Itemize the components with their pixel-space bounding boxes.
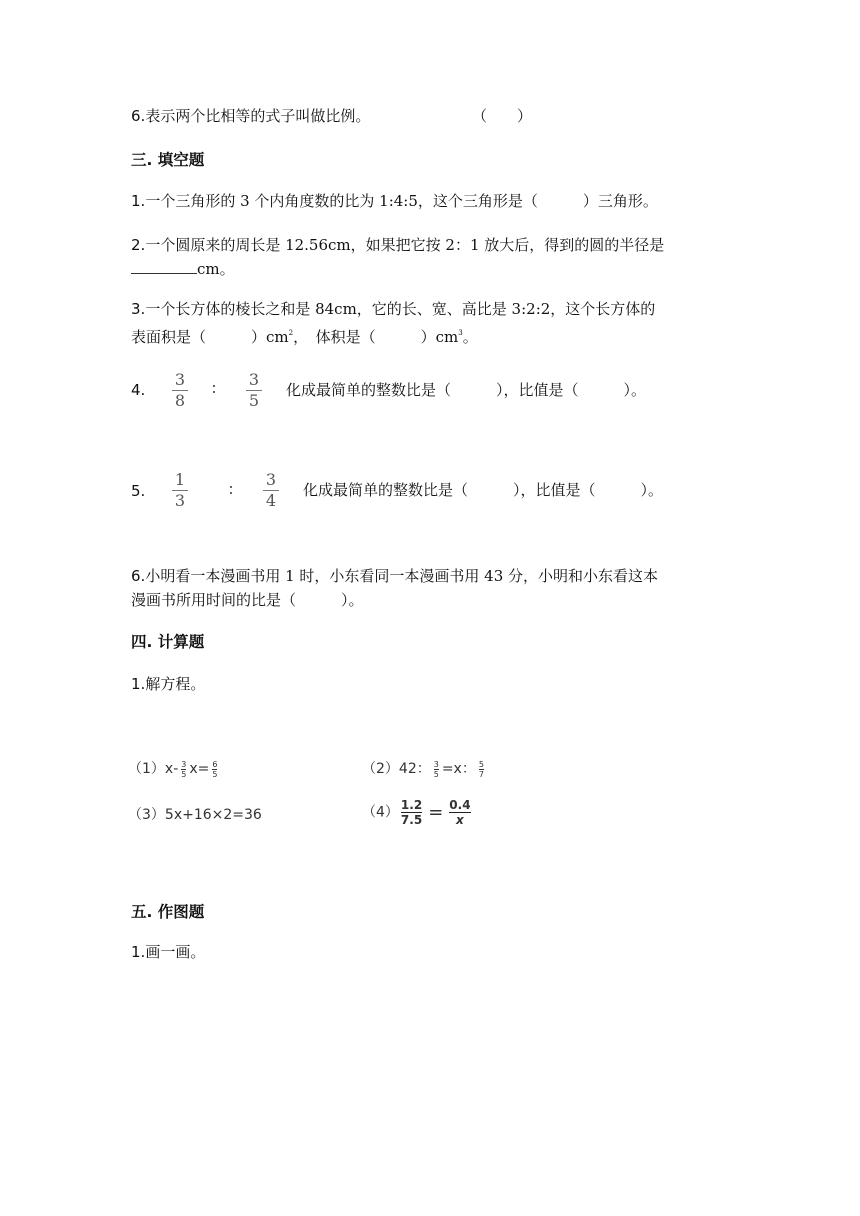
equation-2: （2）42： $\frac{3}{5} =x$： $\frac{5}{7}$ <box>362 759 484 779</box>
question-number: 6. <box>131 107 146 125</box>
fill-q3-line2 <box>131 321 478 349</box>
question-number: 2. <box>131 236 146 254</box>
surface-area-text: 表面积是（ ）cm <box>131 328 289 346</box>
section-heading-fill: 三. 填空题 <box>131 151 205 169</box>
answer-parentheses: （ ） <box>472 107 533 125</box>
ratio-colon: ∶ <box>229 481 233 499</box>
fill-q2-line1 <box>131 233 664 257</box>
question-number: 1. <box>131 943 146 961</box>
fraction-3-8: 3 8 <box>170 371 190 410</box>
question-text: 解方程。 <box>145 675 206 693</box>
equation-3: （3）5x+16×2=36 <box>128 807 262 823</box>
question-number: 3. <box>131 300 146 318</box>
question-number: 6. <box>131 567 146 585</box>
equation-1: $(1)x- \frac{3}{5} x= \frac{6}{5}$ <box>128 759 218 779</box>
question-text: 一个圆原来的周长是 12.56cm，如果把它按 2：1 放大后，得到的圆的半径是 <box>145 236 665 254</box>
question-text: 画一画。 <box>145 943 206 961</box>
volume-text: ， 体积是（ ）cm <box>293 328 459 346</box>
period: 。 <box>462 328 478 346</box>
fill-q2-line2 <box>131 257 235 281</box>
question-text: 化成最简单的整数比是（ ），比值是（ ）。 <box>286 381 647 399</box>
calc-q1 <box>131 672 205 696</box>
fill-q6-line1 <box>131 564 658 588</box>
ratio-colon: ∶ <box>212 380 216 398</box>
fill-q1 <box>131 189 658 213</box>
fraction-3-5: $\frac{3}{5}$ <box>181 759 187 779</box>
superscript-2: 2 <box>288 329 294 337</box>
fraction-1-3: 1 3 <box>170 471 190 510</box>
answer-blank <box>131 259 197 274</box>
question-text: 一个长方体的棱长之和是 84cm，它的长、宽、高比是 3:2:2，这个长方体的 <box>145 300 656 318</box>
fraction-3-4: 3 4 <box>261 471 281 510</box>
question-number: 4. <box>131 381 146 399</box>
question-number: 1. <box>131 675 146 693</box>
fraction-5-7: $\frac{5}{7}$ <box>478 759 484 779</box>
question-number: 1. <box>131 192 146 210</box>
question-text: 小明看一本漫画书用 1 时，小东看同一本漫画书用 43 分，小明和小东看这本 <box>145 567 659 585</box>
section-heading-draw: 五. 作图题 <box>131 903 205 921</box>
question-text: 表示两个比相等的式子叫做比例。 <box>145 107 371 125</box>
question-text: 化成最简单的整数比是（ ），比值是（ ）。 <box>303 481 664 499</box>
judgement-q6 <box>131 104 370 128</box>
question-number: 5. <box>131 482 146 500</box>
fill-q3-line1 <box>131 297 655 321</box>
section-heading-calc: 四. 计算题 <box>131 633 205 651</box>
draw-q1 <box>131 940 205 964</box>
question-text: cm。 <box>197 260 235 278</box>
fraction-0.4-x: $\frac{0.4}{x}$ <box>449 798 471 827</box>
fraction-6-5: $\frac{6}{5}$ <box>212 759 218 779</box>
fraction-1.2-7.5: $\frac{1.2}{7.5}$ <box>400 798 423 827</box>
fraction-3-5: 3 5 <box>244 371 264 410</box>
equation-4: $(4) \frac{1.2}{7.5} = \frac{0.4}{x}$ <box>362 798 471 827</box>
question-text: 一个三角形的 3 个内角度数的比为 1:4:5，这个三角形是（ ）三角形。 <box>145 192 658 210</box>
superscript-3: 3 <box>458 329 463 337</box>
fill-q6-line2: 漫画书所用时间的比是（ ）。 <box>131 591 364 609</box>
fraction-3-5: $\frac{3}{5}$ <box>433 759 439 779</box>
